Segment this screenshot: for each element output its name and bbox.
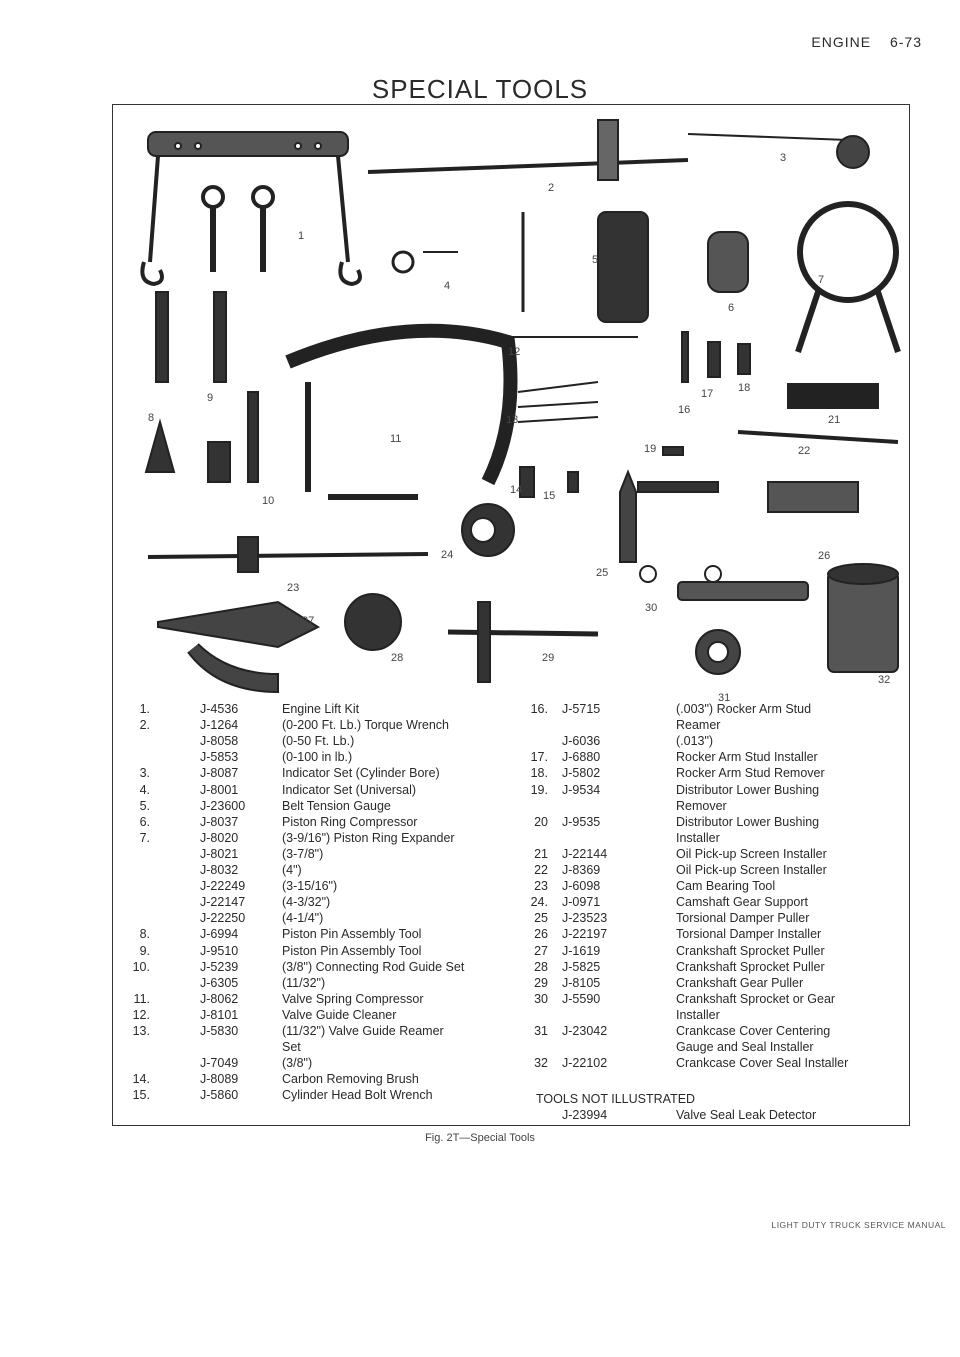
tool-code: J-8087 xyxy=(200,766,239,781)
tool-description: Gauge and Seal Installer xyxy=(676,1040,814,1055)
callout-2: 2 xyxy=(548,182,555,194)
tool-code: J-5590 xyxy=(562,991,601,1006)
tool-code: J-5825 xyxy=(562,959,601,974)
tool-code: J-22250 xyxy=(200,911,246,926)
tool-code: J-1264 xyxy=(200,718,239,733)
tool-code: J-8020 xyxy=(200,830,239,845)
tool-number: 24. xyxy=(530,895,548,910)
tool-code: J-8369 xyxy=(562,863,601,877)
tool-code: J-23042 xyxy=(562,1024,608,1038)
callout-21: 21 xyxy=(828,414,841,426)
not-illustrated-heading: TOOLS NOT ILLUSTRATED xyxy=(536,1092,696,1106)
tool-description: Piston Ring Compressor xyxy=(282,814,418,829)
callout-20: 20 xyxy=(622,485,635,497)
callout-1: 1 xyxy=(298,230,305,242)
tool-description: Torsional Damper Puller xyxy=(676,911,810,926)
tool-description: Rocker Arm Stud Installer xyxy=(676,750,818,765)
page-header xyxy=(797,34,922,50)
tool-description: (3-7/8") xyxy=(282,846,324,861)
tools-illustration xyxy=(128,112,908,702)
callout-17: 17 xyxy=(701,388,714,400)
tool-description: Distributor Lower Bushing xyxy=(676,782,820,797)
callout-16: 16 xyxy=(678,404,691,416)
tool-description: Crankshaft Sprocket Puller xyxy=(676,943,825,958)
tool-number: 20 xyxy=(534,814,548,829)
tool-code: J-6098 xyxy=(562,879,601,894)
callout-19: 19 xyxy=(644,443,657,455)
tool-number: 30 xyxy=(534,991,548,1006)
tool-code: J-5239 xyxy=(200,959,239,974)
tool-code: J-5830 xyxy=(200,1024,239,1038)
tool-code: J-7049 xyxy=(200,1056,239,1071)
callout-24: 24 xyxy=(441,549,454,561)
callout-7: 7 xyxy=(818,274,825,286)
tool-number: 23 xyxy=(534,879,548,894)
tool-description: (.003") Rocker Arm Stud xyxy=(676,702,812,716)
tool-description: (11/32") Valve Guide Reamer xyxy=(282,1024,444,1038)
callout-4: 4 xyxy=(444,280,451,292)
tool-description: Camshaft Gear Support xyxy=(676,895,809,910)
tool-number: 6. xyxy=(139,814,150,829)
tool-code: J-9510 xyxy=(200,943,239,958)
tool-description: Engine Lift Kit xyxy=(282,702,360,716)
tool-code: J-1619 xyxy=(562,943,601,958)
tool-number: 8. xyxy=(139,927,150,942)
callout-25: 25 xyxy=(596,567,609,579)
tool-description: (3-9/16") Piston Ring Expander xyxy=(282,830,455,845)
tool-number: 14. xyxy=(132,1072,150,1087)
callout-14: 14 xyxy=(510,484,523,496)
tool-code: J-8089 xyxy=(200,1072,239,1087)
tool-description: Oil Pick-up Screen Installer xyxy=(676,863,827,877)
tool-description: Carbon Removing Brush xyxy=(282,1072,419,1087)
callout-5: 5 xyxy=(592,254,599,266)
not-illustrated-code: J-23994 xyxy=(562,1108,608,1122)
tool-code: J-6305 xyxy=(200,975,239,990)
tool-description: (0-100 in lb.) xyxy=(282,750,353,765)
tool-code: J-9534 xyxy=(562,782,601,797)
tool-description: Installer xyxy=(676,830,720,845)
tool-number: 7. xyxy=(139,830,150,845)
tool-number: 11. xyxy=(133,991,150,1006)
tool-number: 22 xyxy=(534,863,548,877)
tool-number: 28 xyxy=(534,959,548,974)
callout-9: 9 xyxy=(207,392,214,404)
tool-number: 5. xyxy=(139,798,150,813)
tool-number: 3. xyxy=(139,766,150,781)
tool-description: (.013") xyxy=(676,734,714,749)
tool-description: Cylinder Head Bolt Wrench xyxy=(282,1088,433,1103)
tool-description: (4-3/32") xyxy=(282,895,331,910)
tool-number: 32 xyxy=(534,1056,548,1071)
tool-description: Indicator Set (Universal) xyxy=(282,782,417,797)
tool-code: J-8105 xyxy=(562,975,601,990)
tool-description: (11/32") xyxy=(282,975,326,990)
tool-code: J-8021 xyxy=(200,846,239,861)
tool-code: J-6036 xyxy=(562,734,601,749)
tool-description: Reamer xyxy=(676,718,721,733)
tool-description: (0-200 Ft. Lb.) Torque Wrench xyxy=(282,718,449,733)
tool-code: J-4536 xyxy=(200,702,239,716)
tool-description: Rocker Arm Stud Remover xyxy=(676,766,825,781)
tool-number: 18. xyxy=(530,766,548,781)
callout-23: 23 xyxy=(287,582,300,594)
tool-description: (0-50 Ft. Lb.) xyxy=(282,734,355,749)
tool-number: 13. xyxy=(132,1024,150,1038)
tool-description: Set xyxy=(282,1040,301,1055)
tool-description: Remover xyxy=(676,798,727,813)
tool-code: J-8037 xyxy=(200,814,239,829)
tool-description: Valve Spring Compressor xyxy=(282,991,424,1006)
tool-code: J-8062 xyxy=(200,991,239,1006)
tool-description: (4-1/4") xyxy=(282,911,324,926)
callout-8: 8 xyxy=(148,412,155,424)
callout-28: 28 xyxy=(391,652,404,664)
tool-code: J-9535 xyxy=(562,814,601,829)
tool-description: (3-15/16") xyxy=(282,879,338,894)
tool-code: J-6880 xyxy=(562,750,601,765)
tool-code: J-22197 xyxy=(562,927,608,942)
tool-description: Indicator Set (Cylinder Bore) xyxy=(282,766,440,781)
tool-code: J-8001 xyxy=(200,782,239,797)
tool-description: Torsional Damper Installer xyxy=(676,927,822,942)
tool-code: J-5853 xyxy=(200,750,239,765)
tool-description: (3/8") Connecting Rod Guide Set xyxy=(282,959,465,974)
tool-code: J-0971 xyxy=(562,895,601,910)
tool-code: J-22102 xyxy=(562,1056,608,1071)
tool-code: J-8101 xyxy=(200,1007,239,1022)
tool-description: Piston Pin Assembly Tool xyxy=(282,927,422,942)
callout-31: 31 xyxy=(718,692,731,704)
not-illustrated-desc: Valve Seal Leak Detector xyxy=(676,1108,817,1122)
tool-description: (4") xyxy=(282,863,302,877)
tool-description: Distributor Lower Bushing xyxy=(676,814,820,829)
tool-number: 4. xyxy=(139,782,150,797)
tool-code: J-8032 xyxy=(200,863,239,877)
callout-6: 6 xyxy=(728,302,735,314)
tool-code: J-5715 xyxy=(562,702,601,716)
tool-description: Oil Pick-up Screen Installer xyxy=(676,846,827,861)
section-name: ENGINE xyxy=(811,34,872,50)
tool-description: Cam Bearing Tool xyxy=(676,879,776,894)
callout-30: 30 xyxy=(645,602,658,614)
manual-footer: LIGHT DUTY TRUCK SERVICE MANUAL xyxy=(771,1220,946,1230)
callout-18: 18 xyxy=(738,382,751,394)
callout-13: 13 xyxy=(506,414,519,426)
tool-code: J-22147 xyxy=(200,895,246,910)
tool-code: J-23600 xyxy=(200,798,246,813)
page-number: 6-73 xyxy=(889,34,922,50)
tool-number: 26 xyxy=(534,927,548,942)
tool-description: Installer xyxy=(676,1007,720,1022)
tool-number: 15. xyxy=(132,1088,150,1103)
tool-number: 29 xyxy=(534,975,548,990)
tool-number: 9. xyxy=(139,943,150,958)
tool-code: J-5860 xyxy=(200,1088,239,1103)
figure-caption: Fig. 2T—Special Tools xyxy=(425,1132,535,1144)
tool-code: J-22144 xyxy=(562,846,608,861)
tool-description: Crankcase Cover Seal Installer xyxy=(676,1056,849,1071)
callout-26: 26 xyxy=(818,550,831,562)
tool-number: 31 xyxy=(534,1024,548,1038)
tool-code: J-6994 xyxy=(200,927,239,942)
callout-22: 22 xyxy=(798,445,811,457)
callout-12: 12 xyxy=(508,346,521,358)
tool-description: Piston Pin Assembly Tool xyxy=(282,943,422,958)
callout-29: 29 xyxy=(542,652,555,664)
tool-number: 21 xyxy=(534,846,548,861)
tool-number: 17. xyxy=(530,750,548,765)
tool-description: Crankcase Cover Centering xyxy=(676,1024,831,1038)
tool-code: J-5802 xyxy=(562,766,601,781)
tool-description: Valve Guide Cleaner xyxy=(282,1007,397,1022)
tool-number: 16. xyxy=(530,702,548,716)
callout-3: 3 xyxy=(780,152,787,164)
callout-32: 32 xyxy=(878,674,891,686)
callout-11: 11 xyxy=(390,433,402,445)
tool-code: J-23523 xyxy=(562,911,608,926)
callout-15: 15 xyxy=(543,490,556,502)
tool-number: 19. xyxy=(530,782,548,797)
tool-number: 25 xyxy=(534,911,548,926)
callout-10: 10 xyxy=(262,495,275,507)
tool-description: Crankshaft Sprocket Puller xyxy=(676,959,825,974)
tool-description: (3/8") xyxy=(282,1056,313,1071)
tool-code: J-8058 xyxy=(200,734,239,749)
tool-description: Crankshaft Sprocket or Gear xyxy=(676,991,836,1006)
tool-number: 12. xyxy=(132,1007,150,1022)
tool-number: 27 xyxy=(534,943,548,958)
callout-27: 27 xyxy=(302,615,315,627)
tool-description: Crankshaft Gear Puller xyxy=(676,975,804,990)
tool-number: 2. xyxy=(139,718,150,733)
tool-number: 1. xyxy=(139,702,150,716)
page-title: SPECIAL TOOLS xyxy=(371,74,589,104)
tool-description: Belt Tension Gauge xyxy=(282,798,391,813)
tool-code: J-22249 xyxy=(200,879,246,894)
tool-number: 10. xyxy=(132,959,150,974)
